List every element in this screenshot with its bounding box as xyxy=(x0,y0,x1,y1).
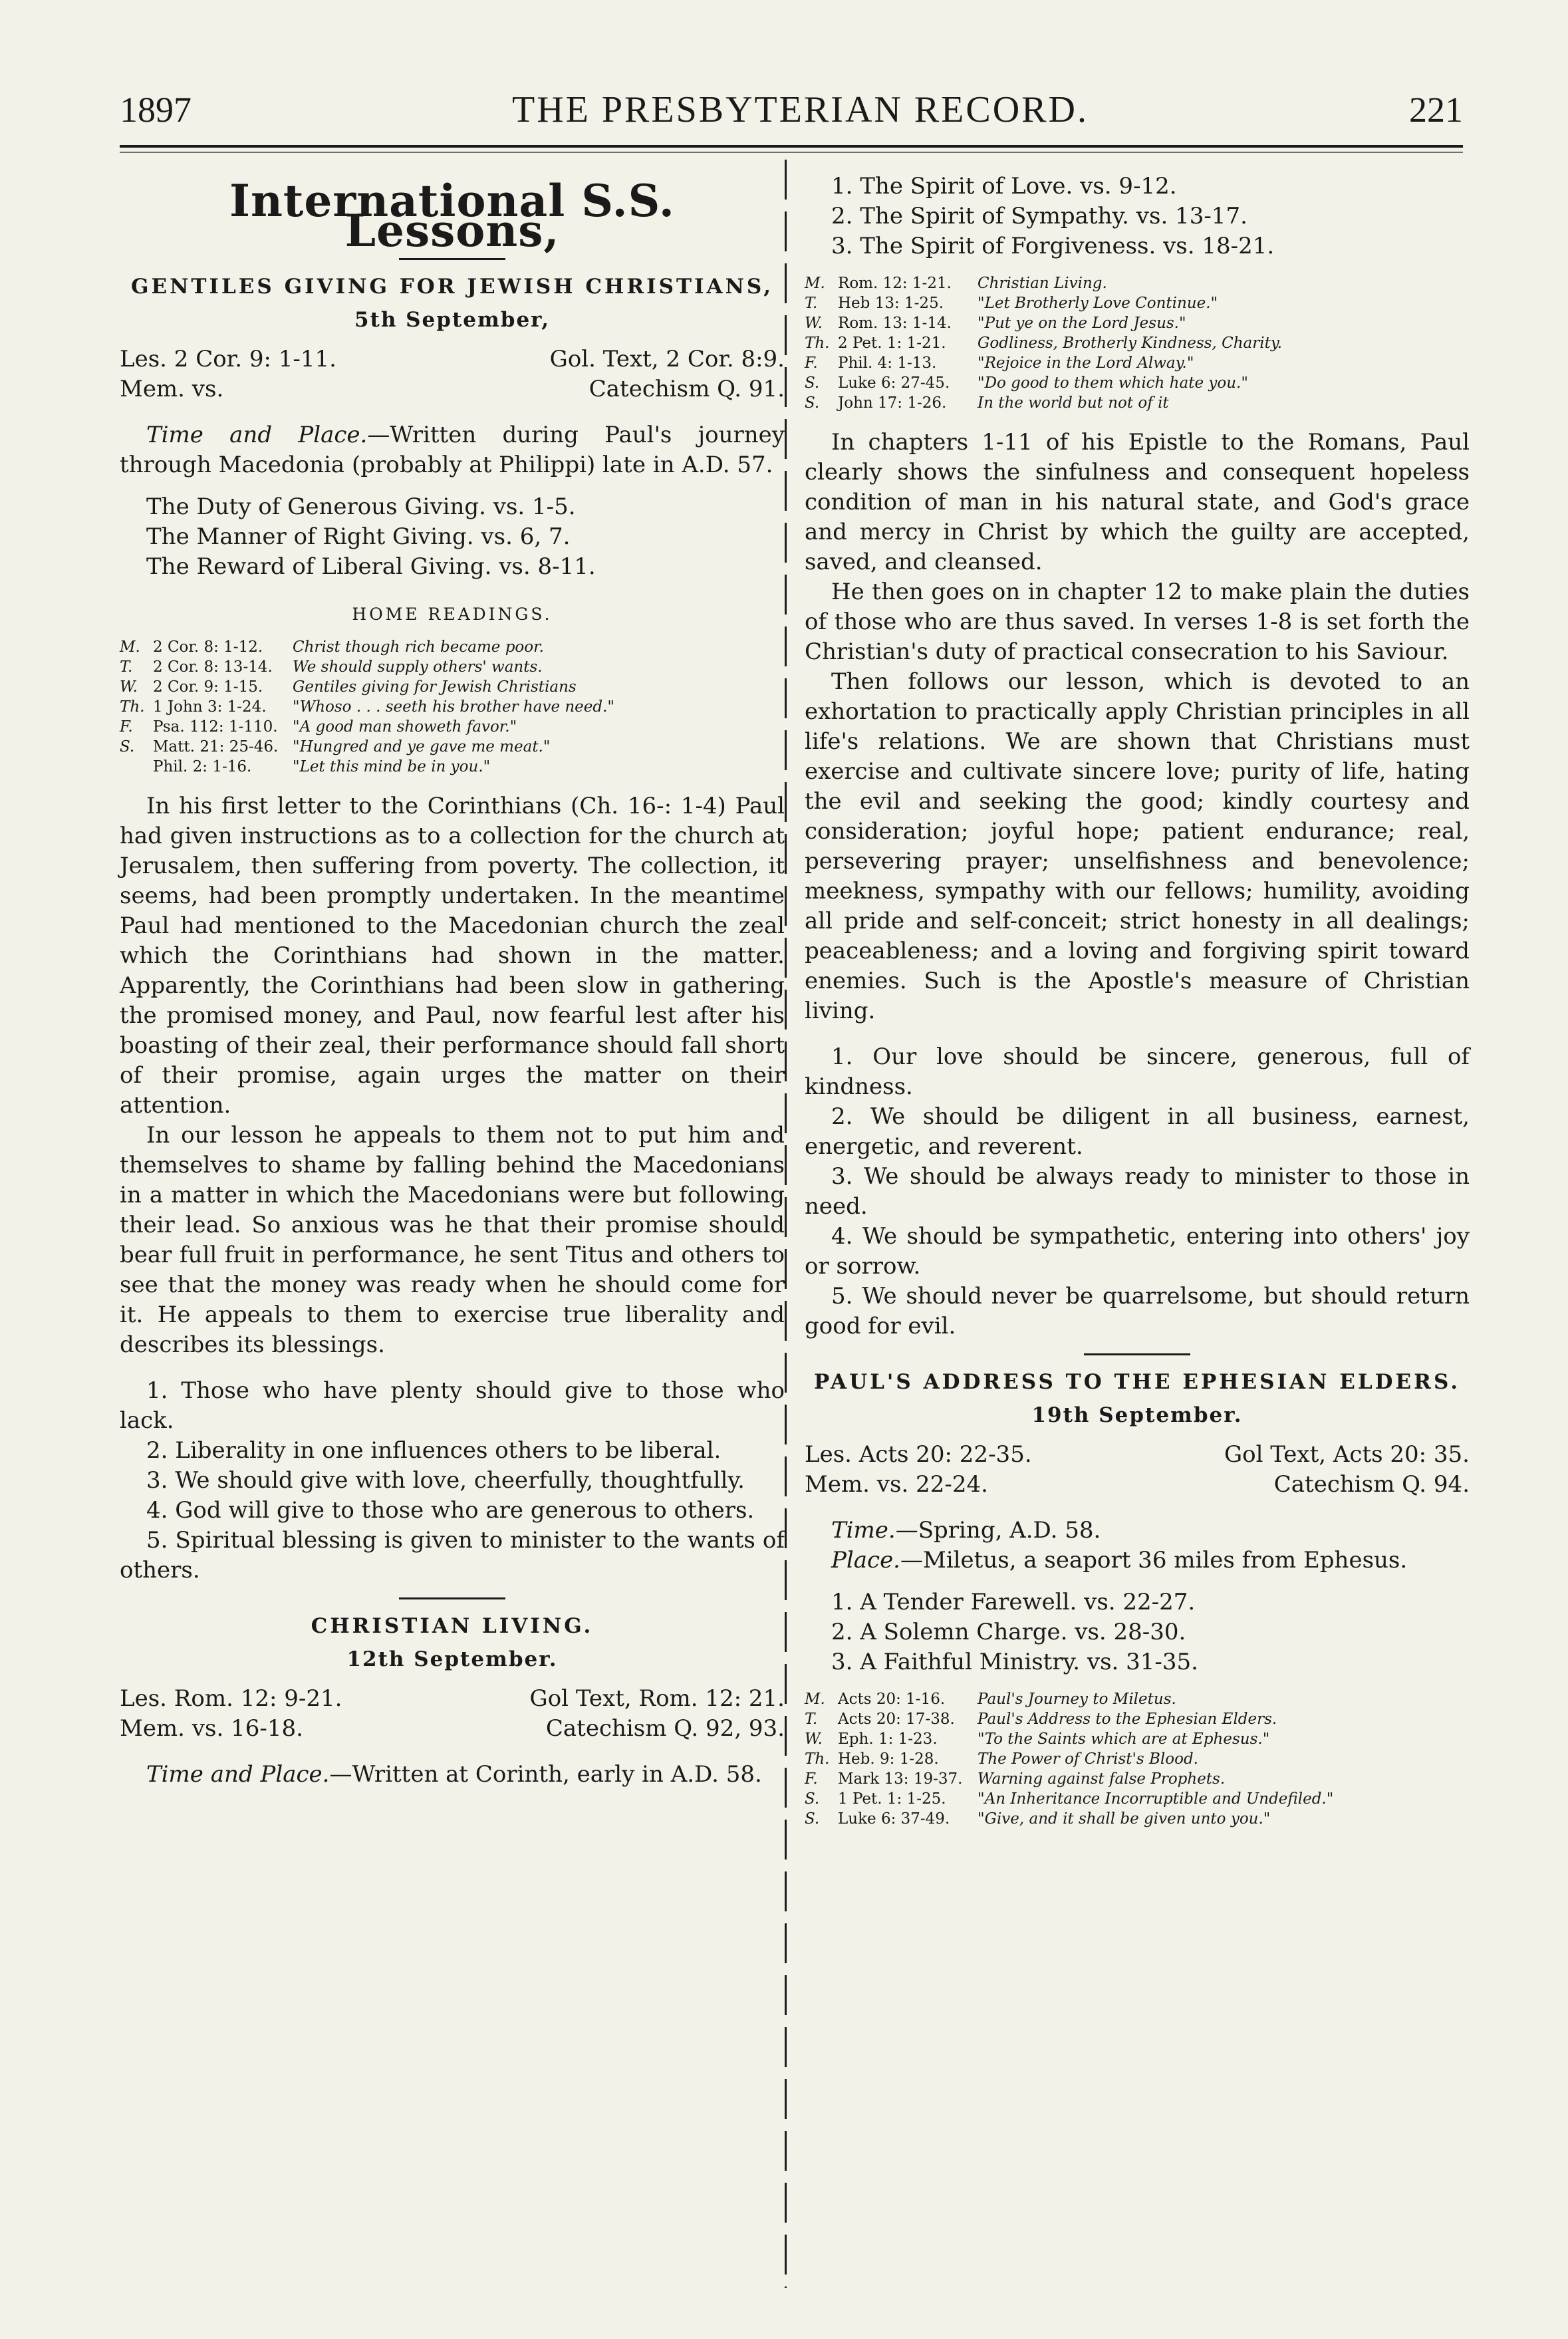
reading-day: W. xyxy=(805,315,823,332)
reading-row xyxy=(120,757,785,777)
reading-row xyxy=(805,353,1470,373)
reading-ref: Heb. 9: 1-28. xyxy=(838,1750,939,1768)
time-place-label: Time and Place. xyxy=(146,1761,330,1788)
reading-row xyxy=(805,313,1470,333)
reading-text: "A good man showeth favor." xyxy=(293,718,517,736)
reading-text: Gentiles giving for Jewish Christians xyxy=(293,678,577,696)
reading-ref: 2 Cor. 8: 1-12. xyxy=(153,638,263,656)
outline-item: 2. The Spirit of Sympathy. vs. 13-17. xyxy=(831,203,1247,229)
page-number: 221 xyxy=(1409,90,1463,130)
lesson-mem xyxy=(805,1470,1470,1500)
outline-item: 1. A Tender Farewell. vs. 22-27. xyxy=(831,1589,1196,1615)
reading-day: S. xyxy=(805,394,820,412)
reading-row xyxy=(805,1769,1470,1789)
catechism: Catechism Q. 91. xyxy=(588,376,785,402)
point: 5. Spiritual blessing is given to minister to the wants of others. xyxy=(120,1527,785,1583)
reading-row xyxy=(805,1749,1470,1769)
reading-ref: Luke 6: 27-45. xyxy=(838,374,950,392)
lesson-title: GENTILES GIVING FOR JEWISH CHRISTIANS, xyxy=(130,275,774,299)
lesson-date: 12th September. xyxy=(346,1647,558,1671)
golden-text: Gol Text, Rom. 12: 21. xyxy=(529,1685,785,1712)
reading-text: "Put ye on the Lord Jesus." xyxy=(978,315,1186,332)
reading-text: Christian Living. xyxy=(978,275,1107,292)
reading-text: "Let this mind be in you." xyxy=(293,758,491,775)
place-label: Place. xyxy=(831,1547,900,1574)
divider xyxy=(1084,1353,1190,1355)
reading-text: "Do good to them which hate you." xyxy=(978,374,1248,392)
reading-row xyxy=(120,637,785,657)
reading-ref: Heb 13: 1-25. xyxy=(838,295,944,312)
lesson-ref: Les. Rom. 12: 9-21. xyxy=(120,1685,342,1712)
reading-day: W. xyxy=(120,678,138,696)
reading-text: We should supply others' wants. xyxy=(293,658,543,676)
reading-day: S. xyxy=(805,1790,820,1808)
reading-text: Warning against false Prophets. xyxy=(978,1770,1226,1788)
point: 2. Liberality in one influences others to be liberal. xyxy=(146,1437,721,1464)
catechism: Catechism Q. 94. xyxy=(1273,1471,1470,1498)
place xyxy=(805,1546,1470,1576)
time-text: —Spring, A.D. 58. xyxy=(895,1517,1101,1544)
right-column xyxy=(805,166,1470,1844)
reading-row xyxy=(805,333,1470,353)
reading-row xyxy=(805,393,1470,413)
golden-text: Gol Text, Acts 20: 35. xyxy=(1224,1441,1470,1468)
reading-day: S. xyxy=(805,374,820,392)
reading-text: "Let Brotherly Love Continue." xyxy=(978,295,1218,312)
reading-row xyxy=(805,1709,1470,1729)
reading-ref: Rom. 13: 1-14. xyxy=(838,315,952,332)
reading-day: T. xyxy=(120,658,133,676)
reading-ref: Phil. 2: 1-16. xyxy=(153,758,252,775)
reading-text: Paul's Journey to Miletus. xyxy=(978,1691,1176,1708)
lesson-points xyxy=(805,1042,1470,1341)
lesson-date: 19th September. xyxy=(1031,1403,1243,1427)
reading-day: F. xyxy=(805,1770,818,1788)
point: 4. We should be sympathetic, entering into others' joy or sorrow. xyxy=(805,1223,1470,1280)
reading-ref: Acts 20: 17-38. xyxy=(838,1711,955,1728)
reading-text: "Rejoice in the Lord Alway." xyxy=(978,354,1194,372)
reading-text: Paul's Address to the Ephesian Elders. xyxy=(978,1711,1277,1728)
reading-row xyxy=(120,697,785,717)
lesson-outline xyxy=(120,492,785,582)
column-divider xyxy=(785,160,787,2288)
reading-row xyxy=(120,677,785,697)
reading-day: S. xyxy=(120,738,135,756)
reading-text: "Hungred and ye gave me meat." xyxy=(293,738,551,756)
reading-day: S. xyxy=(805,1810,820,1828)
left-column xyxy=(120,166,785,1790)
catechism: Catechism Q. 92, 93. xyxy=(545,1715,785,1742)
lesson-ref: Les. 2 Cor. 9: 1-11. xyxy=(120,346,336,372)
reading-day: F. xyxy=(805,354,818,372)
time-place-text: —Written during Paul's journey through Macedonia (probably at Philippi) late in A.D. 57. xyxy=(120,422,785,478)
reading-day: W. xyxy=(805,1730,823,1748)
lesson-points xyxy=(120,1376,785,1585)
journal-title: THE PRESBYTERIAN RECORD. xyxy=(512,89,1089,130)
reading-day: M. xyxy=(805,275,825,292)
time-place xyxy=(120,420,785,480)
reading-day: Th. xyxy=(805,335,830,352)
lesson-mem xyxy=(120,374,785,404)
reading-day xyxy=(120,757,153,777)
outline-item: 3. A Faithful Ministry. vs. 31-35. xyxy=(831,1649,1198,1675)
memory-verses: Mem. vs. xyxy=(120,376,224,402)
outline-item: 3. The Spirit of Forgiveness. vs. 18-21. xyxy=(831,233,1275,259)
year: 1897 xyxy=(120,90,192,130)
reading-row xyxy=(120,737,785,757)
reading-ref: 1 John 3: 1-24. xyxy=(153,698,267,716)
reading-row xyxy=(805,1729,1470,1749)
reading-day: T. xyxy=(805,295,818,312)
home-readings xyxy=(805,273,1470,413)
reading-text: "To the Saints which are at Ephesus." xyxy=(978,1730,1270,1748)
home-readings xyxy=(120,637,785,777)
reading-ref: Acts 20: 1-16. xyxy=(838,1691,946,1708)
reading-ref: Luke 6: 37-49. xyxy=(838,1810,950,1828)
reading-ref: Psa. 112: 1-110. xyxy=(153,718,278,736)
section-banner: International S.S. Lessons, xyxy=(229,175,675,257)
lesson-outline xyxy=(805,1587,1470,1677)
point: 5. We should never be quarrelsome, but should return good for evil. xyxy=(805,1283,1470,1339)
lesson-mem xyxy=(120,1714,785,1744)
reading-ref: Rom. 12: 1-21. xyxy=(838,275,952,292)
reading-row xyxy=(805,293,1470,313)
time-place xyxy=(120,1760,785,1790)
reading-ref: Phil. 4: 1-13. xyxy=(838,354,937,372)
reading-ref: 2 Cor. 8: 13-14. xyxy=(153,658,273,676)
reading-day: F. xyxy=(120,718,133,736)
memory-verses: Mem. vs. 16-18. xyxy=(120,1715,303,1742)
lesson-ref: Les. Acts 20: 22-35. xyxy=(805,1441,1032,1468)
point: 3. We should give with love, cheerfully, thoughtfully. xyxy=(146,1467,745,1494)
lesson-refs xyxy=(120,1684,785,1714)
body-paragraph: In our lesson he appeals to them not to put him and themselves to shame by falling behind the Macedonians in a matter in which the Macedonians were but following their lead. So anxious was he that their promise should bear full fruit in performance, he sent Titus and others to see that the money was ready when he should come for it. He appeals to them to exercise true liberality and describes its blessings. xyxy=(120,1122,785,1358)
reading-text: In the world but not of it xyxy=(978,394,1169,412)
outline-item: The Duty of Generous Giving. vs. 1-5. xyxy=(146,493,576,520)
reading-text: "Whoso . . . seeth his brother have need." xyxy=(293,698,615,716)
reading-ref: 1 Pet. 1: 1-25. xyxy=(838,1790,946,1808)
divider xyxy=(399,258,505,260)
reading-text: The Power of Christ's Blood. xyxy=(978,1750,1198,1768)
lesson-refs xyxy=(805,1440,1470,1470)
reading-ref: 2 Pet. 1: 1-21. xyxy=(838,335,946,352)
body-paragraph: In his first letter to the Corinthians (Ch. 16-: 1-4) Paul had given instructions as to a collection for the church at Jerusalem, then suffering from poverty. The collection, it seems, had been promptly undertaken. In the meantime Paul had mentioned to the Macedonian church the zeal which the Corinthians had shown in the matter. Apparently, the Corinthians had been slow in gathering the promised money, and Paul, now fearful lest after his boasting of their zeal, their performance should fall short of their promise, again urges the matter on their attention. xyxy=(120,793,785,1119)
time-place-label: Time and Place. xyxy=(146,422,368,448)
home-readings xyxy=(805,1689,1470,1829)
golden-text: Gol. Text, 2 Cor. 8:9. xyxy=(549,346,785,372)
reading-text: Christ though rich became poor. xyxy=(293,638,544,656)
body-paragraph: Then follows our lesson, which is devoted to an exhortation to practically apply Christian principles in all life's relations. We are shown that Christians must exercise and cultivate sincere love; purity of life, hating the evil and seeking the good; kindly courtesy and consideration; joyful hope; patient endurance; real, persevering prayer; unselfishness and benevolence; meekness, sympathy with our fellows; humility, avoiding all pride and self-conceit; strict honesty in all dealings; peaceableness; and a loving and forgiving spirit toward enemies. Such is the Apostle's measure of Christian living. xyxy=(805,668,1470,1024)
reading-row xyxy=(805,1789,1470,1809)
reading-row xyxy=(805,1809,1470,1829)
divider xyxy=(399,1597,505,1599)
reading-row xyxy=(805,1689,1470,1709)
body-paragraph: He then goes on in chapter 12 to make plain the duties of those who are thus saved. In verses 1-8 is set forth the Christian's duty of practical consecration to his Saviour. xyxy=(805,579,1470,665)
time-place-text: —Written at Corinth, early in A.D. 58. xyxy=(329,1761,762,1788)
reading-day: M. xyxy=(805,1691,825,1708)
lesson-refs xyxy=(120,344,785,374)
home-readings-heading: HOME READINGS. xyxy=(352,605,553,624)
reading-day: T. xyxy=(805,1711,818,1728)
reading-day: M. xyxy=(120,638,140,656)
reading-ref: John 17: 1-26. xyxy=(838,394,947,412)
reading-text: "An Inheritance Incorruptible and Undefiled." xyxy=(978,1790,1334,1808)
point: 1. Our love should be sincere, generous, full of kindness. xyxy=(805,1043,1470,1100)
reading-ref: Mark 13: 19-37. xyxy=(838,1770,963,1788)
reading-day: Th. xyxy=(120,698,145,716)
point: 2. We should be diligent in all business, earnest, energetic, and reverent. xyxy=(805,1103,1470,1160)
reading-ref: 2 Cor. 9: 1-15. xyxy=(153,678,263,696)
lesson-date: 5th September, xyxy=(354,308,551,332)
reading-row xyxy=(805,373,1470,393)
outline-item: 1. The Spirit of Love. vs. 9-12. xyxy=(831,173,1177,200)
point: 3. We should be always ready to minister to those in need. xyxy=(805,1163,1470,1220)
header-rule xyxy=(120,145,1463,148)
reading-row xyxy=(805,273,1470,293)
reading-ref: Eph. 1: 1-23. xyxy=(838,1730,938,1748)
lesson-outline xyxy=(805,172,1470,261)
place-text: —Miletus, a seaport 36 miles from Ephesus. xyxy=(900,1547,1408,1574)
reading-text: "Give, and it shall be given unto you." xyxy=(978,1810,1271,1828)
memory-verses: Mem. vs. 22-24. xyxy=(805,1471,988,1498)
reading-ref: Matt. 21: 25-46. xyxy=(153,738,279,756)
time-label: Time. xyxy=(831,1517,896,1544)
reading-row xyxy=(120,717,785,737)
lesson-title: PAUL'S ADDRESS TO THE EPHESIAN ELDERS. xyxy=(813,1370,1461,1394)
outline-item: The Reward of Liberal Giving. vs. 8-11. xyxy=(146,553,596,580)
page-header xyxy=(120,80,1463,140)
body-paragraph: In chapters 1-11 of his Epistle to the Romans, Paul clearly shows the sinfulness and consequent hopeless condition of man in his natural state, and God's grace and mercy in Christ by which the guilty are accepted, saved, and cleansed. xyxy=(805,429,1470,575)
reading-text: Godliness, Brotherly Kindness, Charity. xyxy=(978,335,1283,352)
time xyxy=(805,1516,1470,1546)
header-rule-thin xyxy=(120,152,1463,153)
point: 4. God will give to those who are generous to others. xyxy=(146,1497,755,1524)
outline-item: 2. A Solemn Charge. vs. 28-30. xyxy=(831,1619,1186,1645)
point: 1. Those who have plenty should give to those who lack. xyxy=(120,1377,785,1434)
reading-row xyxy=(120,657,785,677)
lesson-title: CHRISTIAN LIVING. xyxy=(311,1614,594,1638)
outline-item: The Manner of Right Giving. vs. 6, 7. xyxy=(146,523,571,550)
reading-day: Th. xyxy=(805,1750,830,1768)
